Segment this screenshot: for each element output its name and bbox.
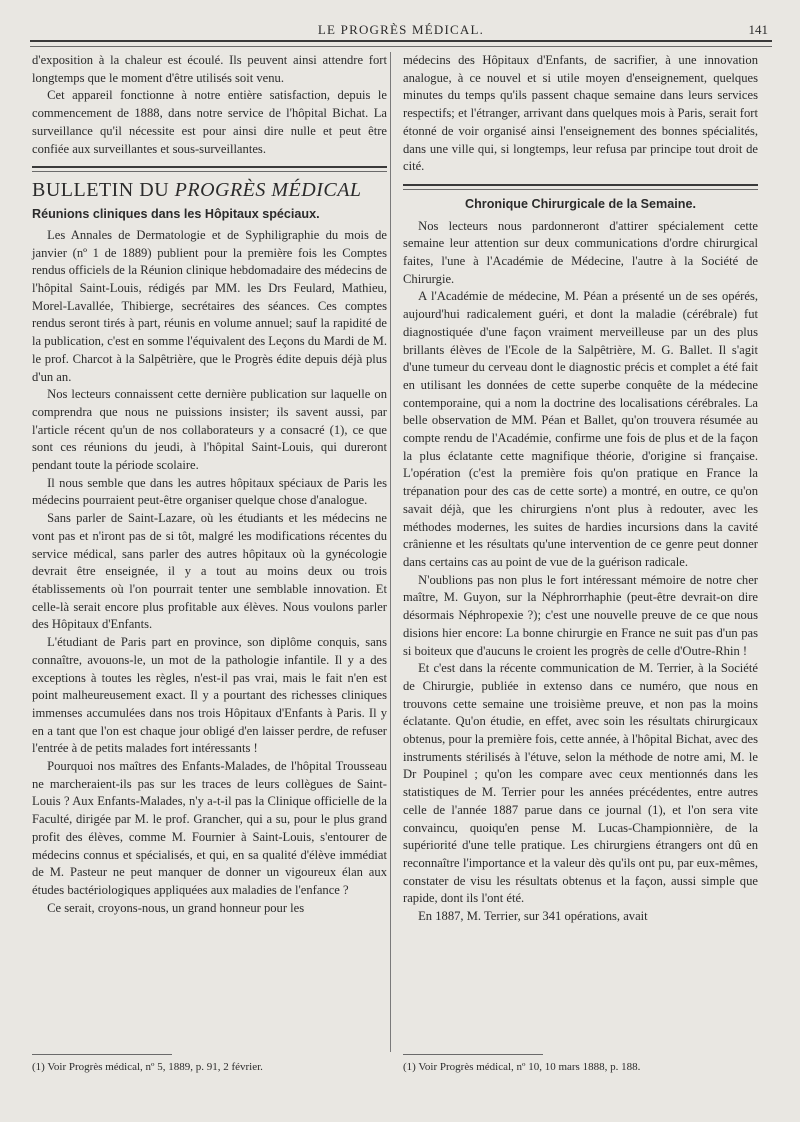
section-separator xyxy=(403,184,758,190)
body-paragraph: Sans parler de Saint-Lazare, où les étudiants et les médecins ne vont pas et n'iront pas de si tôt, malgré les modifications récentes du service médical, sans parler des autres hôpitaux où la gynécologie devrait être enseignée, il y a tout au moins deux ou trois établissements où l'on pourrait tenter une semblable innovation. Et celle-là serait encore plus profitable aux élèves. Nous voulons parler des Hôpitaux d'Enfants. xyxy=(32,511,387,632)
column-divider xyxy=(390,52,391,1052)
body-paragraph: Les Annales de Dermatologie et de Syphiligraphie du mois de janvier (nº 1 de 1889) publient pour la première fois les Comptes rendus officiels de la Réunion clinique hebdomadaire des médecins de l'hôpital Saint-Louis, rédigés par MM. les Drs Feulard, Mathieu, Morel-Lavallée, Thibierge, secrétaires des séances. Ces comptes rendus seront tirés à part, réunis en volume annuel; sauf la rapidité de la publication, c'est en somme l'équivalent des Leçons du Mardi de M. le prof. Charcot à la Salpêtrière, que le Progrès édite depuis déjà plus d'un an. xyxy=(32,227,387,384)
body-paragraph: Et c'est dans la récente communication de M. Terrier, à la Société de Chirurgie, publiée in extenso dans ce numéro, que nous en trouvons cette semaine une troisième preuve, et non pas la moins éclatante. Qu'on étudie, en effet, avec soin les résultats chirurgicaux obtenus, pour la première fois, cette année, à l'hôpital Bichat, avec des instruments stérilisés à l'étuve, selon la méthode de notre ami, M. le Dr Poupinel ; qu'on les compare avec ceux mentionnés dans les statistiques de M. Terrier pour les années précédentes, entre autres celle de l'année 1887 parue dans ce journal (1), et l'on sera vite convaincu, quoiqu'en pense M. Lucas-Championnière, de la supériorité d'une telle pratique. Les chirurgiens étrangers ont dû en reconnaître l'importance et la valeur dès qu'ils ont pu, par eux-mêmes, constater de visu les résultats obtenus et la façon, aussi simple que rapide, dont ils l'ont été. xyxy=(403,661,758,906)
header-rule xyxy=(30,40,772,42)
footnote-right: (1) Voir Progrès médical, nº 10, 10 mars 1888, p. 188. xyxy=(403,1061,641,1073)
chronique-heading: Chronique Chirurgicale de la Semaine. xyxy=(465,196,696,211)
left-intro-paragraph: d'exposition à la chaleur est écoulé. Ils peuvent ainsi attendre fort longtemps que le moment d'être utilisés soit venu. xyxy=(32,53,387,85)
left-intro-paragraph: Cet appareil fonctionne à notre entière satisfaction, depuis le commencement de 1888, dans notre service de l'hôpital Bichat. La surveillance qu'il nécessite est pour ainsi dire nulle et peut être confiée aux surveillantes et sous-surveillantes. xyxy=(32,88,387,156)
body-paragraph: Ce serait, croyons-nous, un grand honneur pour les xyxy=(47,900,305,915)
bulletin-subheading: Réunions cliniques dans les Hôpitaux spéciaux. xyxy=(32,207,320,222)
journal-title: LE PROGRÈS MÉDICAL. xyxy=(317,22,485,37)
body-paragraph: Il nous semble que dans les autres hôpitaux spéciaux de Paris les médecins pourraient peut-être organiser quelque chose d'analogue. xyxy=(32,475,387,508)
bulletin-title-journal: PROGRÈS MÉDICAL xyxy=(174,179,362,202)
right-column xyxy=(403,52,758,926)
left-column xyxy=(32,52,387,917)
body-paragraph: Nos lecteurs nous pardonneront d'attirer spécialement cette semaine leur attention sur deux communications d'ordre chirurgical faites, l'une à l'Académie de Médecine, l'autre à la Société de Chirurgie. xyxy=(403,218,758,286)
body-paragraph: A l'Académie de médecine, M. Péan a présenté un de ses opérés, aujourd'hui radicalement guéri, et dont la maladie (cérébrale) fut diagnostiquée d'une façon vraiment merveilleuse par un des plus brillants élèves de l'Ecole de la Salpêtrière, M. G. Ballet. Il s'agit d'une tumeur du cerveau dont le diagnostic précis et complet a été fait en utilisant les données de cette superbe conquête de la médecine contemporaine, qui a nom la doctrine des localisations cérébrales. La belle observation de MM. Péan et Ballet, qu'on trouvera résumée au compte rendu de l'Académie, confirme une fois de plus et de la façon la plus éclatante cette magnifique théorie, d'origine si française. L'opération (c'est la première fois qu'on pratique en France la trépanation pour des cas de cette sorte) a montré, en outre, ce qu'on savait déjà, que les chirurgiens n'ont plus à redouter, avec les méthodes modernes, les suites de hardies incursions dans la cavité crânienne et les résultats qu'une intervention de ce genre peut donner dans certains cas au point de vue de la guérison radicale. xyxy=(403,289,758,569)
bulletin-title xyxy=(32,178,387,202)
body-paragraph: En 1887, M. Terrier, sur 341 opérations, avait xyxy=(418,909,648,924)
body-paragraph: Nos lecteurs connaissent cette dernière publication sur laquelle on comprendra que nous ne puissions insister; ils savent aussi, par l'article récent qu'un de nos collaborateurs y a consacré (1), ce que sont ces réunions du jeudi, à l'hôpital Saint-Louis, qui dureront pendant toute la période scolaire. xyxy=(32,387,387,473)
body-paragraph: Pourquoi nos maîtres des Enfants-Malades, de l'hôpital Trousseau ne marcheraient-ils pas sur les traces de leurs collègues de Saint-Louis ? Aux Enfants-Malades, n'y a-t-il pas la Clinique officielle de la Faculté, dirigée par M. le prof. Grancher, qui a su, pour le plus grand profit des élèves, comme M. Fournier à Saint-Louis, s'entourer de médecins connus et spécialisés, et qui, en sa qualité d'élève immédiat de M. Pasteur ne peut manquer de donner un vigoureux élan aux études bactériologiques appliquées aux maladies de l'enfance ? xyxy=(32,759,387,897)
footnote-rule xyxy=(403,1054,543,1055)
body-paragraph: N'oublions pas non plus le fort intéressant mémoire de notre cher maître, M. Guyon, sur la Néphrorrhaphie (peut-être devrait-on dire désormais Néphropexie ?); c'est une nouvelle preuve de ce que nous disions hier encore: La bonne chirurgie en France ne suit pas d'un pas si boiteux que d'aucuns le croient les progrès de celle d'Outre-Rhin ! xyxy=(403,572,758,658)
bulletin-title-prefix: BULLETIN DU xyxy=(32,179,175,202)
header-rule-thin xyxy=(30,46,772,47)
right-intro-paragraph: médecins des Hôpitaux d'Enfants, de sacrifier, à une innovation analogue, à ce nouvel et si utile moyen d'enseignement, quelques minutes du temps qu'ils passent chaque semaine dans leurs services respectifs; et l'étranger, arrivant dans quelques mois à Paris, serait fort étonné de voir organisé ainsi l'enseignement des bonnes spécialités, dans une ville qui, si longtemps, leur refusa par principe tout droit de cité. xyxy=(403,53,758,174)
footnote-rule xyxy=(32,1054,172,1055)
section-separator xyxy=(32,166,387,172)
running-header xyxy=(30,18,772,42)
page-number: 141 xyxy=(748,22,768,37)
body-paragraph: L'étudiant de Paris part en province, son diplôme conquis, sans connaître, avouons-le, un mot de la pathologie infantile. Il y a des exceptions à toutes les règles, n'est-il pas vrai, mais le fait n'en est point malheureusement exact. Il y a pourtant des richesses cliniques immenses accumulées dans nos trois Hôpitaux d'Enfants à Paris. Il y en a tant que l'on est chaque jour obligé d'en laisser perdre, de refuser l'entrée à de petits malades fort intéressants ! xyxy=(32,635,387,756)
footnote-left: (1) Voir Progrès médical, nº 5, 1889, p. 91, 2 février. xyxy=(32,1061,263,1073)
